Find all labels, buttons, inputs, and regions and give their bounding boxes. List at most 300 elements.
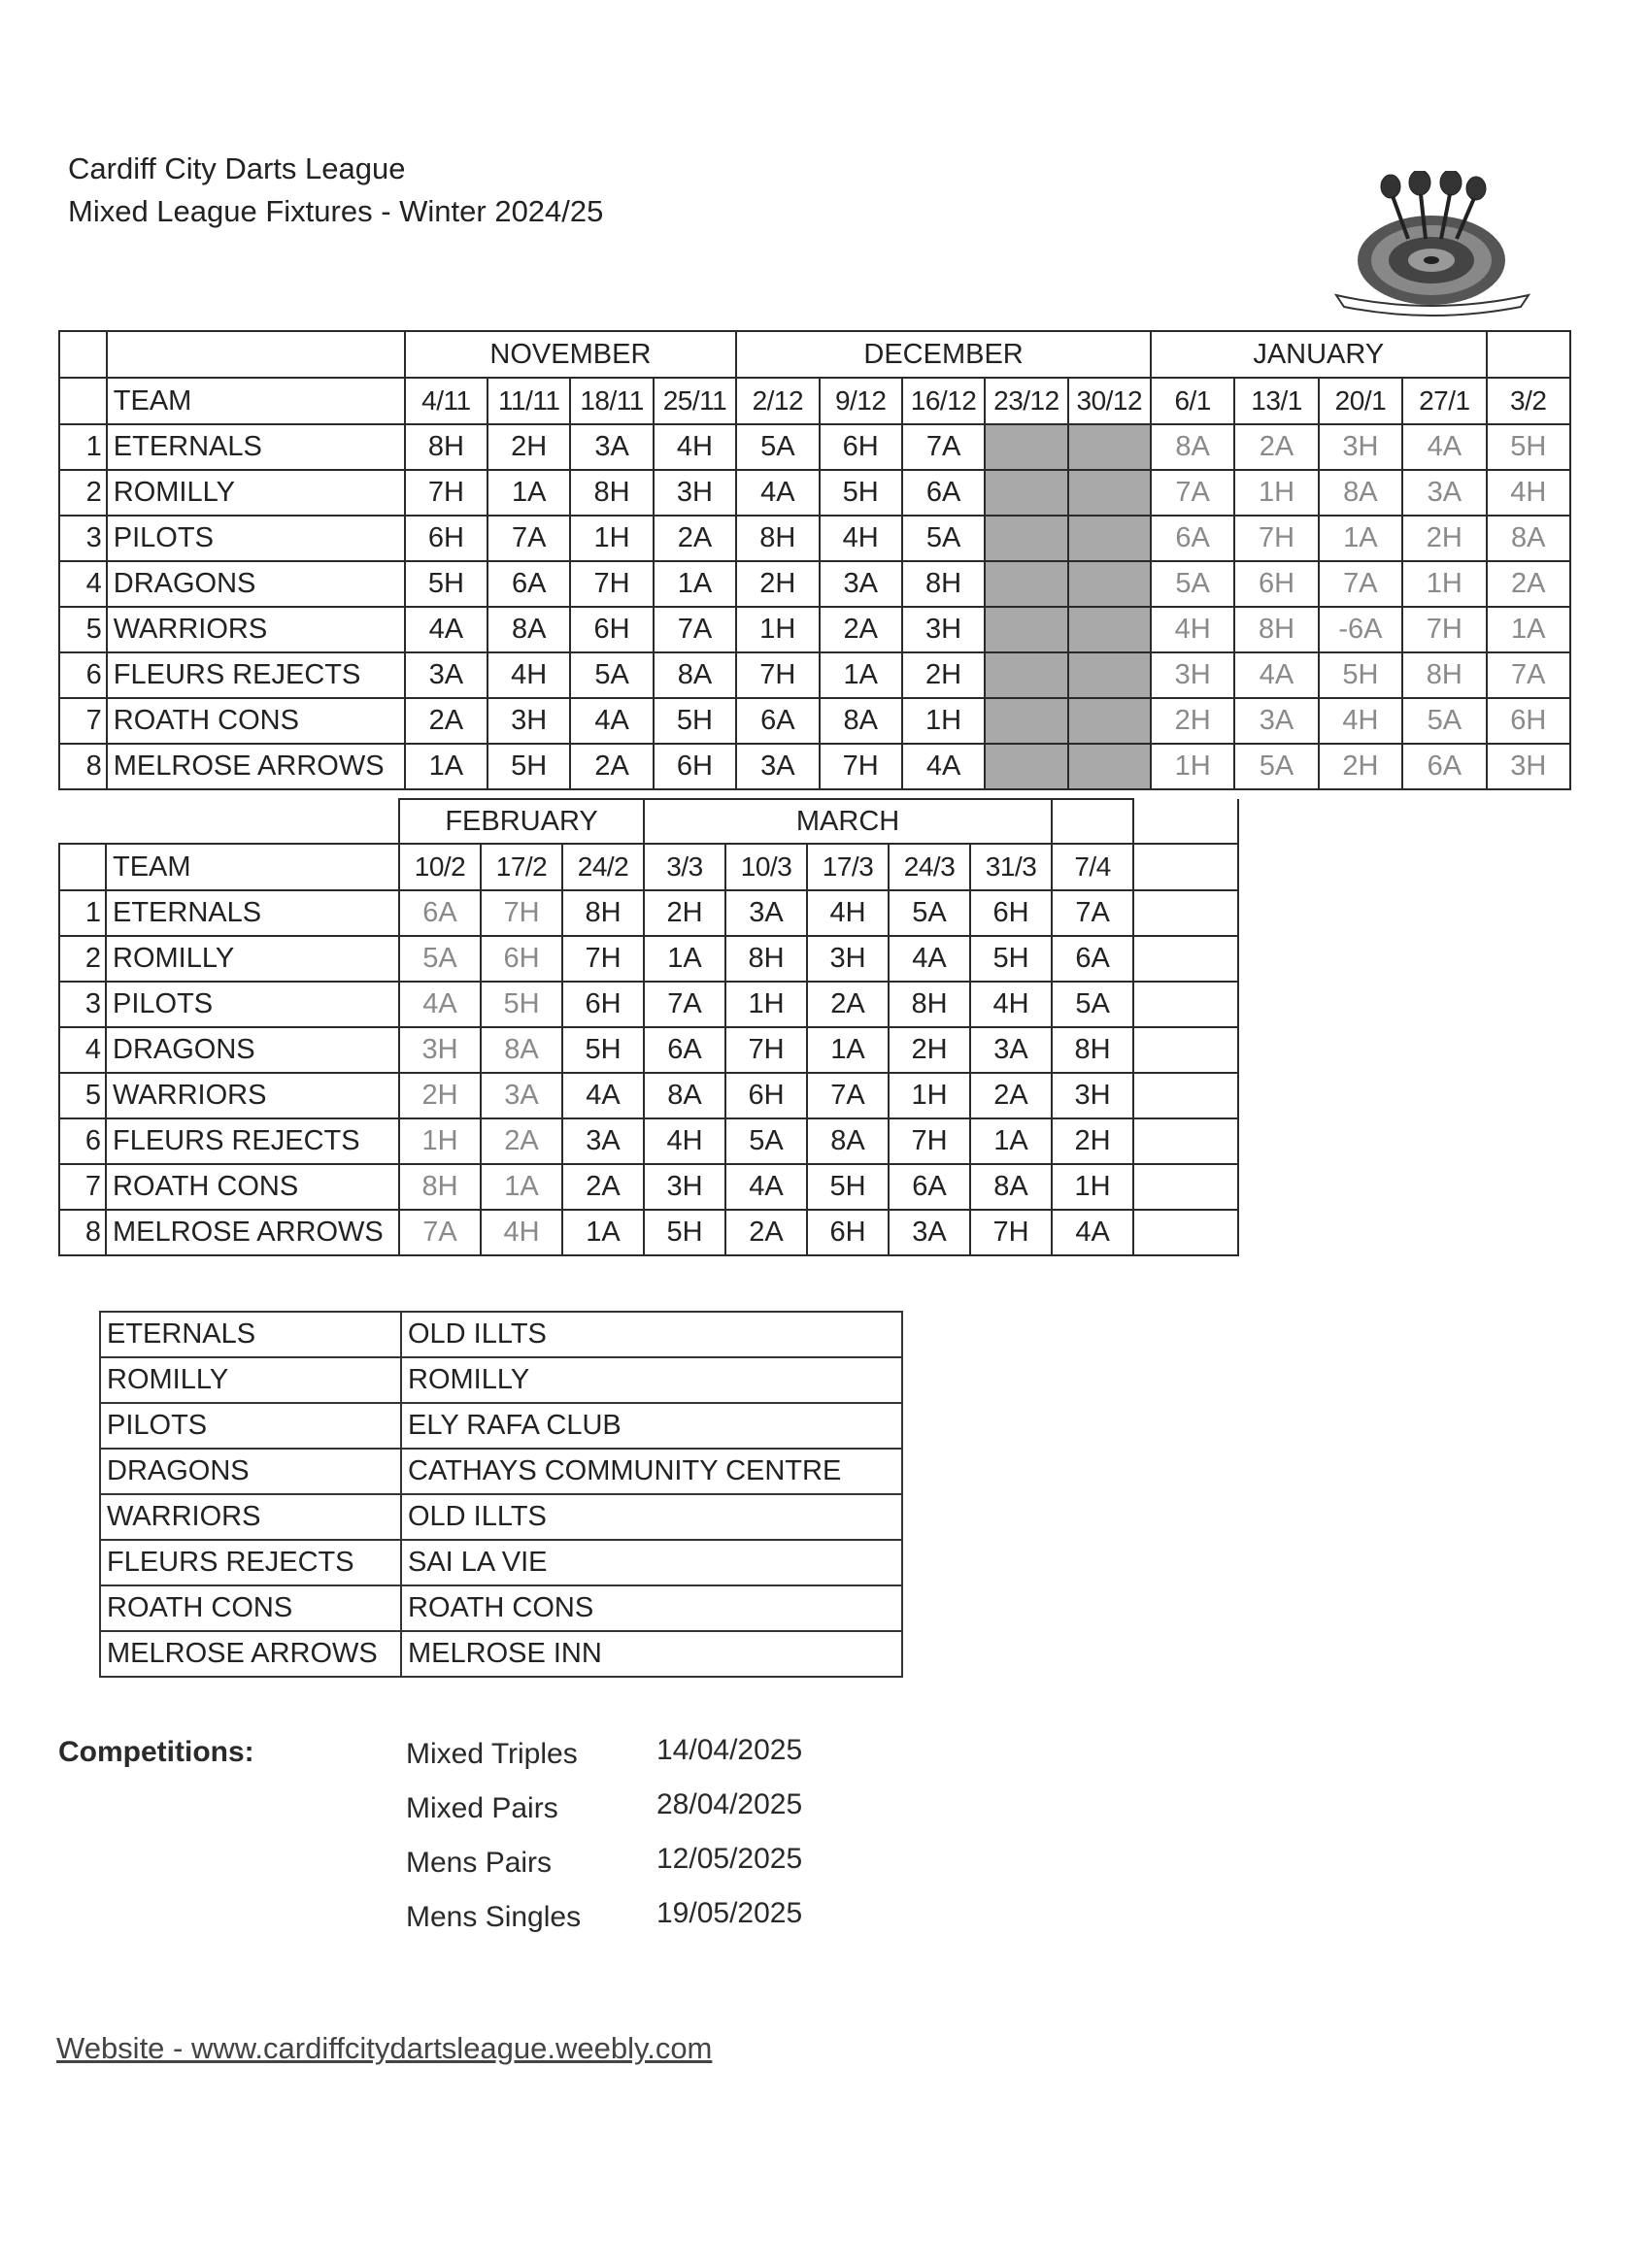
- fixtures-table-nov-jan: [58, 330, 1571, 790]
- date-header: 18/11: [570, 378, 653, 424]
- blank-cell: [1133, 982, 1238, 1027]
- venue-name: ROMILLY: [401, 1357, 902, 1403]
- fixture-cell: 5H: [807, 1164, 889, 1210]
- team-name: ROMILLY: [106, 936, 399, 982]
- fixture-cell: 3A: [405, 652, 487, 698]
- fixture-cell: 7H: [481, 890, 562, 936]
- fixture-cell: 2A: [481, 1118, 562, 1164]
- month-header: MARCH: [644, 799, 1052, 844]
- team-number: 2: [59, 936, 106, 982]
- fixture-cell: 3A: [889, 1210, 970, 1255]
- fixture-cell: 7A: [487, 516, 570, 561]
- team-column-header: TEAM: [106, 844, 399, 890]
- table-row: [59, 1027, 1238, 1073]
- fixture-cell: [985, 561, 1067, 607]
- fixture-cell: 3H: [902, 607, 985, 652]
- fixture-cell: 1A: [481, 1164, 562, 1210]
- venue-row: [100, 1357, 902, 1403]
- fixture-cell: 5H: [970, 936, 1052, 982]
- date-header: 24/2: [562, 844, 644, 890]
- fixture-cell: [1068, 516, 1151, 561]
- corner-cell: [59, 844, 106, 890]
- date-header: 6/1: [1151, 378, 1234, 424]
- fixture-cell: 4A: [570, 698, 653, 744]
- venue-team: DRAGONS: [100, 1449, 401, 1494]
- fixture-cell: 2H: [889, 1027, 970, 1073]
- team-name: ROATH CONS: [107, 698, 405, 744]
- league-title: Cardiff City Darts League: [68, 151, 406, 185]
- fixture-cell: 8A: [1319, 470, 1402, 516]
- fixture-cell: 6A: [736, 698, 819, 744]
- fixture-cell: 4H: [654, 424, 736, 470]
- fixture-cell: 3A: [562, 1118, 644, 1164]
- fixture-cell: 1A: [970, 1118, 1052, 1164]
- team-number: 6: [59, 1118, 106, 1164]
- team-name: PILOTS: [107, 516, 405, 561]
- fixture-cell: 7H: [1402, 607, 1486, 652]
- fixture-cell: 1H: [889, 1073, 970, 1118]
- blank-cell: [59, 799, 106, 844]
- blank-cell: [1133, 936, 1238, 982]
- fixture-cell: 3H: [654, 470, 736, 516]
- fixture-cell: 4A: [405, 607, 487, 652]
- fixture-cell: 3A: [725, 890, 807, 936]
- fixture-cell: 5H: [644, 1210, 725, 1255]
- fixture-cell: 2H: [1151, 698, 1234, 744]
- fixture-cell: 2A: [570, 744, 653, 789]
- fixture-cell: 4A: [1402, 424, 1486, 470]
- venue-name: CATHAYS COMMUNITY CENTRE: [401, 1449, 902, 1494]
- fixture-cell: 8A: [820, 698, 902, 744]
- blank-cell: [1133, 1027, 1238, 1073]
- team-number: 3: [59, 982, 106, 1027]
- fixture-cell: 6H: [807, 1210, 889, 1255]
- team-name: PILOTS: [106, 982, 399, 1027]
- date-header: 3/3: [644, 844, 725, 890]
- fixture-cell: [985, 516, 1067, 561]
- fixture-cell: 1A: [654, 561, 736, 607]
- fixture-cell: 2A: [654, 516, 736, 561]
- fixture-cell: 7H: [820, 744, 902, 789]
- corner-cell: [59, 331, 107, 378]
- team-name: DRAGONS: [107, 561, 405, 607]
- fixture-cell: 3A: [970, 1027, 1052, 1073]
- fixture-cell: 2H: [399, 1073, 481, 1118]
- venue-name: ELY RAFA CLUB: [401, 1403, 902, 1449]
- fixture-cell: 4A: [736, 470, 819, 516]
- fixture-cell: 4A: [399, 982, 481, 1027]
- date-header: 4/11: [405, 378, 487, 424]
- venue-team: ROMILLY: [100, 1357, 401, 1403]
- team-name: MELROSE ARROWS: [107, 744, 405, 789]
- fixture-cell: 8A: [644, 1073, 725, 1118]
- team-name: FLEURS REJECTS: [107, 652, 405, 698]
- team-name: ROATH CONS: [106, 1164, 399, 1210]
- table-row: [59, 424, 1570, 470]
- fixture-cell: 7H: [970, 1210, 1052, 1255]
- competition-name: Mens Pairs: [406, 1847, 553, 1879]
- fixture-cell: 5A: [889, 890, 970, 936]
- venue-name: MELROSE INN: [401, 1631, 902, 1677]
- fixture-cell: 1A: [644, 936, 725, 982]
- fixture-cell: 4H: [487, 652, 570, 698]
- fixture-cell: 7A: [902, 424, 985, 470]
- fixture-cell: 5H: [481, 982, 562, 1027]
- competition-name: Mixed Pairs: [406, 1792, 558, 1824]
- fixture-cell: 3H: [1151, 652, 1234, 698]
- fixture-cell: 1H: [1052, 1164, 1133, 1210]
- website-link[interactable]: Website - www.cardiffcitydartsleague.weebly.com: [56, 2031, 713, 2065]
- team-number: 7: [59, 698, 107, 744]
- venues-table: [99, 1311, 903, 1678]
- fixture-cell: 5A: [725, 1118, 807, 1164]
- date-header: 7/4: [1052, 844, 1133, 890]
- team-number: 4: [59, 561, 107, 607]
- fixture-cell: [1068, 607, 1151, 652]
- date-header: 30/12: [1068, 378, 1151, 424]
- fixture-cell: [1068, 652, 1151, 698]
- fixture-cell: 5A: [1402, 698, 1486, 744]
- fixture-cell: 6A: [1402, 744, 1486, 789]
- fixture-cell: 3A: [1234, 698, 1318, 744]
- fixture-cell: 5A: [570, 652, 653, 698]
- league-logo: [1330, 171, 1534, 317]
- fixture-cell: 7A: [399, 1210, 481, 1255]
- fixture-cell: 2H: [487, 424, 570, 470]
- fixture-cell: 4A: [562, 1073, 644, 1118]
- date-header: 3/2: [1487, 378, 1570, 424]
- fixture-cell: 3A: [736, 744, 819, 789]
- team-number: 2: [59, 470, 107, 516]
- blank-cell: [1133, 1164, 1238, 1210]
- fixture-cell: 2A: [562, 1164, 644, 1210]
- fixture-cell: 2A: [1487, 561, 1570, 607]
- fixture-cell: 3A: [481, 1073, 562, 1118]
- fixture-cell: 1H: [1234, 470, 1318, 516]
- blank-cell: [1133, 1118, 1238, 1164]
- fixture-cell: 7H: [405, 470, 487, 516]
- fixture-cell: 4A: [889, 936, 970, 982]
- fixture-cell: 1A: [1487, 607, 1570, 652]
- fixture-cell: 2H: [736, 561, 819, 607]
- team-name: FLEURS REJECTS: [106, 1118, 399, 1164]
- fixture-cell: 7H: [1234, 516, 1318, 561]
- blank-cell: [1133, 1210, 1238, 1255]
- table-row: [59, 982, 1238, 1027]
- fixture-cell: [985, 652, 1067, 698]
- fixture-cell: 3H: [487, 698, 570, 744]
- fixture-cell: 7A: [1487, 652, 1570, 698]
- date-header: 10/2: [399, 844, 481, 890]
- fixture-cell: 1H: [902, 698, 985, 744]
- table-row: [59, 698, 1570, 744]
- fixture-cell: 8A: [654, 652, 736, 698]
- fixture-cell: 5H: [1487, 424, 1570, 470]
- fixture-cell: 6A: [399, 890, 481, 936]
- fixture-cell: 7A: [807, 1073, 889, 1118]
- fixture-cell: 6A: [644, 1027, 725, 1073]
- team-number: 5: [59, 607, 107, 652]
- date-header: 11/11: [487, 378, 570, 424]
- fixture-cell: [985, 698, 1067, 744]
- month-header: FEBRUARY: [399, 799, 644, 844]
- fixture-cell: 8H: [405, 424, 487, 470]
- fixture-cell: 7A: [654, 607, 736, 652]
- fixture-cell: 2A: [807, 982, 889, 1027]
- fixture-cell: [1068, 424, 1151, 470]
- fixture-cell: [985, 470, 1067, 516]
- fixture-cell: 1H: [1402, 561, 1486, 607]
- fixture-cell: 1A: [820, 652, 902, 698]
- venue-team: MELROSE ARROWS: [100, 1631, 401, 1677]
- team-name: ETERNALS: [107, 424, 405, 470]
- month-header: NOVEMBER: [405, 331, 736, 378]
- fixture-cell: 2H: [902, 652, 985, 698]
- fixture-cell: 5A: [736, 424, 819, 470]
- fixture-cell: 6A: [1151, 516, 1234, 561]
- fixture-cell: 8H: [889, 982, 970, 1027]
- fixture-cell: 2A: [970, 1073, 1052, 1118]
- fixture-cell: [985, 607, 1067, 652]
- date-header: 23/12: [985, 378, 1067, 424]
- fixture-cell: 4H: [644, 1118, 725, 1164]
- fixture-cell: 6A: [1052, 936, 1133, 982]
- fixture-cell: 3A: [1402, 470, 1486, 516]
- fixture-cell: 6A: [889, 1164, 970, 1210]
- team-number: 1: [59, 890, 106, 936]
- fixture-cell: 5H: [1319, 652, 1402, 698]
- date-header: 2/12: [736, 378, 819, 424]
- team-name: MELROSE ARROWS: [106, 1210, 399, 1255]
- team-number: 1: [59, 424, 107, 470]
- fixture-cell: 8H: [725, 936, 807, 982]
- team-number: 3: [59, 516, 107, 561]
- fixture-cell: 8A: [487, 607, 570, 652]
- fixture-cell: 1A: [405, 744, 487, 789]
- blank-month-cell: [1487, 331, 1570, 378]
- competition-date: 28/04/2025: [656, 1788, 803, 1820]
- fixture-cell: 8A: [1487, 516, 1570, 561]
- fixture-cell: 5A: [902, 516, 985, 561]
- venue-team: ETERNALS: [100, 1312, 401, 1357]
- fixture-cell: 2A: [405, 698, 487, 744]
- date-header: 16/12: [902, 378, 985, 424]
- fixture-cell: 3A: [570, 424, 653, 470]
- fixture-cell: 6H: [405, 516, 487, 561]
- team-name: WARRIORS: [106, 1073, 399, 1118]
- table-row: [59, 1073, 1238, 1118]
- table-row: [59, 607, 1570, 652]
- fixture-cell: 1H: [736, 607, 819, 652]
- table-row: [59, 1118, 1238, 1164]
- fixture-cell: 7H: [889, 1118, 970, 1164]
- competition-date: 19/05/2025: [656, 1897, 803, 1929]
- fixture-cell: 6H: [570, 607, 653, 652]
- table-row: [59, 652, 1570, 698]
- date-header: 27/1: [1402, 378, 1486, 424]
- fixture-cell: 2H: [1319, 744, 1402, 789]
- fixture-cell: 5A: [1052, 982, 1133, 1027]
- fixture-cell: [985, 424, 1067, 470]
- fixture-cell: [1068, 561, 1151, 607]
- fixture-cell: 8A: [807, 1118, 889, 1164]
- fixtures-subtitle: Mixed League Fixtures - Winter 2024/25: [68, 194, 604, 228]
- team-number: 7: [59, 1164, 106, 1210]
- fixture-cell: 3H: [1487, 744, 1570, 789]
- fixture-cell: 3H: [644, 1164, 725, 1210]
- fixture-cell: 2A: [1234, 424, 1318, 470]
- fixture-cell: 1H: [570, 516, 653, 561]
- fixture-cell: 4A: [725, 1164, 807, 1210]
- fixtures-table-feb-apr: [58, 798, 1239, 1256]
- fixture-cell: 8H: [562, 890, 644, 936]
- fixture-cell: 6H: [481, 936, 562, 982]
- fixture-cell: 1A: [562, 1210, 644, 1255]
- fixture-cell: 7A: [1319, 561, 1402, 607]
- fixture-cell: 1H: [725, 982, 807, 1027]
- fixture-cell: [1068, 744, 1151, 789]
- venue-team: WARRIORS: [100, 1494, 401, 1540]
- fixture-cell: 8H: [399, 1164, 481, 1210]
- venue-team: ROATH CONS: [100, 1585, 401, 1631]
- date-header: 9/12: [820, 378, 902, 424]
- venue-row: [100, 1585, 902, 1631]
- fixture-cell: 5H: [562, 1027, 644, 1073]
- table-row: [59, 1210, 1238, 1255]
- fixture-cell: 6H: [820, 424, 902, 470]
- venue-row: [100, 1312, 902, 1357]
- team-number: 4: [59, 1027, 106, 1073]
- fixture-cell: 6H: [562, 982, 644, 1027]
- corner-cell: [59, 378, 107, 424]
- fixture-cell: 8H: [570, 470, 653, 516]
- fixture-cell: 8A: [970, 1164, 1052, 1210]
- table-row: [59, 936, 1238, 982]
- venue-row: [100, 1449, 902, 1494]
- date-header: 24/3: [889, 844, 970, 890]
- fixture-cell: 3H: [1052, 1073, 1133, 1118]
- fixture-cell: 5H: [820, 470, 902, 516]
- team-column-header: TEAM: [107, 378, 405, 424]
- fixture-cell: 1A: [487, 470, 570, 516]
- fixture-cell: 8A: [1151, 424, 1234, 470]
- fixture-cell: 5H: [405, 561, 487, 607]
- competitions-label: Competitions:: [58, 1736, 254, 1768]
- fixture-cell: 3H: [807, 936, 889, 982]
- date-header: 17/3: [807, 844, 889, 890]
- fixture-cell: 5A: [399, 936, 481, 982]
- team-name: DRAGONS: [106, 1027, 399, 1073]
- competition-name: Mixed Triples: [406, 1738, 578, 1770]
- fixture-cell: 2H: [644, 890, 725, 936]
- fixture-cell: [1068, 698, 1151, 744]
- fixture-cell: 4H: [1319, 698, 1402, 744]
- month-header: JANUARY: [1151, 331, 1487, 378]
- fixture-cell: 4H: [820, 516, 902, 561]
- team-name: ROMILLY: [107, 470, 405, 516]
- fixture-cell: 6H: [1487, 698, 1570, 744]
- blank-cell: [1133, 844, 1238, 890]
- venue-name: ROATH CONS: [401, 1585, 902, 1631]
- team-number: 8: [59, 1210, 106, 1255]
- fixture-cell: 5H: [654, 698, 736, 744]
- competition-date: 12/05/2025: [656, 1843, 803, 1875]
- fixture-cell: 1A: [807, 1027, 889, 1073]
- fixture-cell: 3H: [399, 1027, 481, 1073]
- venue-row: [100, 1494, 902, 1540]
- venue-row: [100, 1403, 902, 1449]
- month-header: DECEMBER: [736, 331, 1151, 378]
- fixture-cell: 4H: [970, 982, 1052, 1027]
- fixture-cell: 5H: [487, 744, 570, 789]
- venue-team: FLEURS REJECTS: [100, 1540, 401, 1585]
- team-name: WARRIORS: [107, 607, 405, 652]
- fixture-cell: 2A: [820, 607, 902, 652]
- blank-cell: [1133, 890, 1238, 936]
- table-row: [59, 1164, 1238, 1210]
- fixture-cell: -6A: [1319, 607, 1402, 652]
- fixture-cell: 7H: [725, 1027, 807, 1073]
- fixture-cell: 4H: [481, 1210, 562, 1255]
- table-row: [59, 890, 1238, 936]
- team-number: 5: [59, 1073, 106, 1118]
- team-number: 8: [59, 744, 107, 789]
- fixture-cell: 5A: [1151, 561, 1234, 607]
- fixture-cell: 3H: [1319, 424, 1402, 470]
- date-header: 25/11: [654, 378, 736, 424]
- team-name: ETERNALS: [106, 890, 399, 936]
- table-row: [59, 561, 1570, 607]
- fixture-cell: 6H: [654, 744, 736, 789]
- fixture-cell: 8H: [902, 561, 985, 607]
- fixture-cell: 6H: [970, 890, 1052, 936]
- fixture-cell: 7H: [570, 561, 653, 607]
- competition-date: 14/04/2025: [656, 1734, 803, 1766]
- blank-header-cell: [107, 331, 405, 378]
- fixture-cell: 7A: [1151, 470, 1234, 516]
- venue-row: [100, 1540, 902, 1585]
- date-header: 13/1: [1234, 378, 1318, 424]
- fixture-cell: 4A: [1234, 652, 1318, 698]
- fixture-cell: 6A: [902, 470, 985, 516]
- team-number: 6: [59, 652, 107, 698]
- date-header: 17/2: [481, 844, 562, 890]
- fixture-cell: 4H: [807, 890, 889, 936]
- fixture-cell: 8A: [481, 1027, 562, 1073]
- competition-name: Mens Singles: [406, 1901, 582, 1933]
- fixture-cell: 6H: [725, 1073, 807, 1118]
- fixture-cell: 4A: [1052, 1210, 1133, 1255]
- fixture-cell: 7A: [1052, 890, 1133, 936]
- table-row: [59, 470, 1570, 516]
- fixture-cell: 8H: [1052, 1027, 1133, 1073]
- venue-name: OLD ILLTS: [401, 1312, 902, 1357]
- venue-row: [100, 1631, 902, 1677]
- fixture-cell: 4H: [1151, 607, 1234, 652]
- fixture-cell: 7H: [562, 936, 644, 982]
- fixture-cell: [1068, 470, 1151, 516]
- blank-cell: [1133, 1073, 1238, 1118]
- fixture-cell: 6A: [487, 561, 570, 607]
- fixture-cell: 6H: [1234, 561, 1318, 607]
- blank-cell: [1133, 799, 1238, 844]
- fixture-cell: 2H: [1402, 516, 1486, 561]
- fixture-cell: 1A: [1319, 516, 1402, 561]
- fixture-cell: 1H: [399, 1118, 481, 1164]
- fixture-cell: 4A: [902, 744, 985, 789]
- fixture-cell: 3A: [820, 561, 902, 607]
- blank-month-cell: [1052, 799, 1133, 844]
